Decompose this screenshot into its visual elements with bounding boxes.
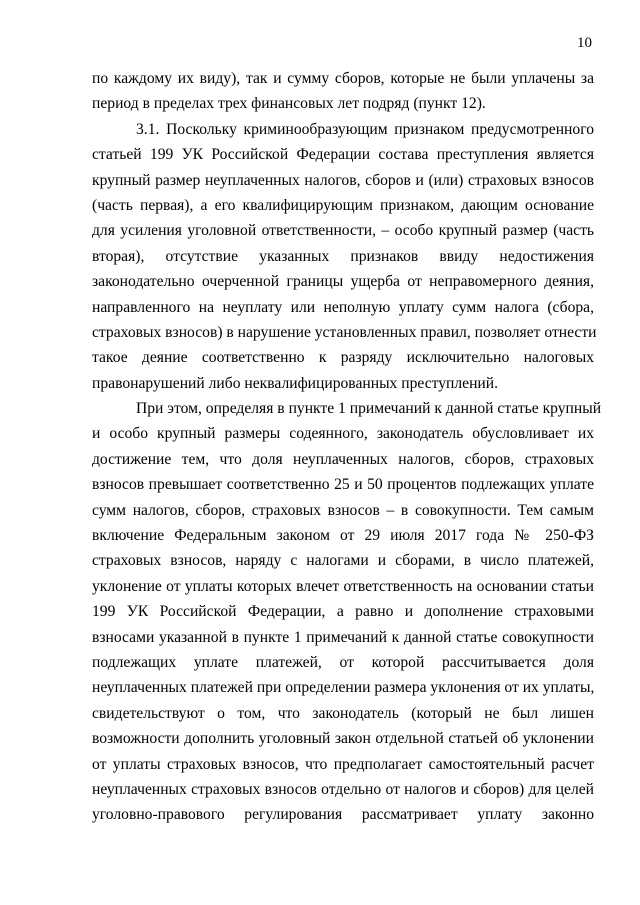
text-line: уклонение от уплаты которых влечет ответственность на основании статьи xyxy=(92,577,594,595)
text-line: крупный размер неуплаченных налогов, сборов и (или) страховых взносов xyxy=(92,171,594,189)
text-line: законодательно очерченной границы ущерба от неправомерного деяния, xyxy=(92,273,594,291)
text-line: статьей 199 УК Российской Федерации состава преступления является xyxy=(92,146,594,164)
text-line: неуплаченных платежей при определении размера уклонения от их уплаты, xyxy=(92,679,595,697)
text-line: от уплаты страховых взносов, что предполагает самостоятельный расчет xyxy=(92,755,594,773)
text-line: возможности дополнить уголовный закон отдельной статьей об уклонении xyxy=(92,730,594,748)
text-line: направленного на неуплату или неполную уплату сумм налога (сбора, xyxy=(92,298,594,316)
page-number: 10 xyxy=(577,35,592,51)
text-line: и особо крупный размеры содеянного, законодатель обусловливает их xyxy=(92,425,594,443)
text-line: правонарушений либо неквалифицированных преступлений. xyxy=(92,374,499,392)
text-line: по каждому их виду), так и сумму сборов, которые не были уплачены за xyxy=(92,70,594,87)
body-text xyxy=(92,66,602,828)
text-line: уголовно-правового регулирования рассматривает уплату законно xyxy=(92,806,594,824)
text-line: взносами указанной в пункте 1 примечаний к данной статье совокупности xyxy=(92,628,594,646)
text-line: (часть первая), а его квалифицирующим признаком, дающим основание xyxy=(92,196,594,214)
text-line: для усиления уголовной ответственности, – особо крупный размер (часть xyxy=(92,222,594,240)
text-line: включение Федеральным законом от 29 июля 2017 года № 250-ФЗ xyxy=(92,527,594,545)
text-line: достижение тем, что доля неуплаченных налогов, сборов, страховых xyxy=(92,450,594,468)
text-line: взносов превышает соответственно 25 и 50 процентов подлежащих уплате xyxy=(92,476,594,494)
text-line: 3.1. Поскольку криминообразующим признаком предусмотренного xyxy=(136,120,594,138)
text-line: подлежащих уплате платежей, от которой рассчитывается доля xyxy=(92,653,594,671)
text-line: свидетельствуют о том, что законодатель (который не был лишен xyxy=(92,704,594,722)
text-line: вторая), отсутствие указанных признаков ввиду недостижения xyxy=(92,247,594,265)
text-line: период в пределах трех финансовых лет подряд (пункт 12). xyxy=(92,95,486,113)
text-line: При этом, определяя в пункте 1 примечаний к данной статье крупный xyxy=(136,400,602,418)
text-line: страховых взносов) в нарушение установленных правил, позволяет отнести xyxy=(92,323,597,341)
text-line: сумм налогов, сборов, страховых взносов – в совокупности. Тем самым xyxy=(92,501,594,519)
text-line: страховых взносов, наряду с налогами и сборами, в число платежей, xyxy=(92,552,594,570)
text-line: неуплаченных страховых взносов отдельно от налогов и сборов) для целей xyxy=(92,780,594,798)
text-line: такое деяние соответственно к разряду исключительно налоговых xyxy=(92,349,594,367)
text-line: 199 УК Российской Федерации, а равно и дополнение страховыми xyxy=(92,603,594,621)
